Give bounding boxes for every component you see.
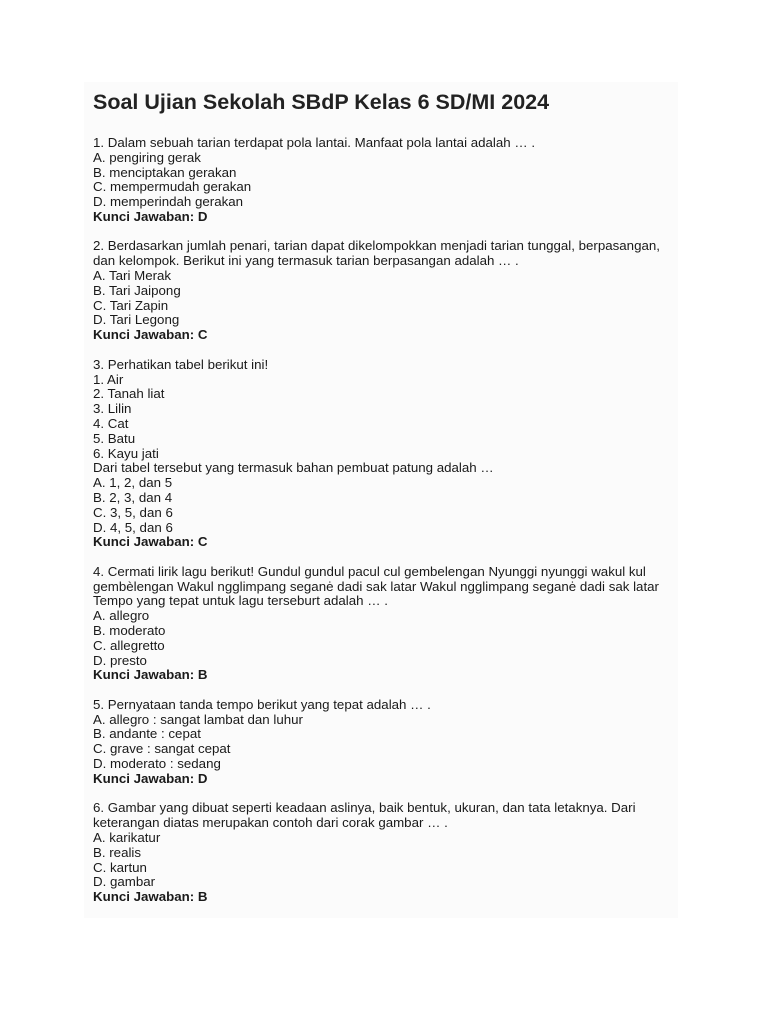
question-4 [93,565,683,683]
question-6-text-line-1: 6. Gambar yang dibuat seperti keadaan aslinya, baik bentuk, ukuran, dan tata letaknya. Dari [93,800,636,816]
question-4-text-line-1: 4. Cermati lirik lagu berikut! Gundul gundul pacul cul gembelengan Nyunggi nyunggi wakul kul [93,563,646,579]
question-5-option-c: C. grave : sangat cepat [93,741,231,757]
question-3-table-item-5: 5. Batu [93,430,136,446]
question-4-text-line-2: gembèlengan Wakul ngglimpang seganė dadi sak latar Wakul ngglimpang seganė dadi sak latar [93,578,659,594]
question-2 [93,239,683,343]
question-5 [93,698,683,787]
question-6-option-a: A. karikatur [93,829,161,845]
question-1-option-d: D. memperindah gerakan [93,194,244,210]
question-1-option-a: A. pengiring gerak [93,149,201,165]
question-4-prompt: Tempo yang tepat untuk lagu terseburt adalah … . [93,593,388,609]
question-4-option-c: C. allegretto [93,637,165,653]
question-2-answer-key: Kunci Jawaban: C [93,327,208,343]
document-content [93,88,683,920]
question-1-text: 1. Dalam sebuah tarian terdapat pola lantai. Manfaat pola lantai adalah … . [93,135,536,150]
question-2-text-line-2: dan kelompok. Berikut ini yang termasuk tarian berpasangan adalah … . [93,253,519,269]
question-5-option-b: B. andante : cepat [93,726,201,742]
question-1 [93,136,683,225]
question-3-table-item-4: 4. Cat [93,415,129,431]
question-6-text-line-2: keterangan diatas merupakan contoh dari corak gambar … . [93,815,448,831]
question-6-option-d: D. gambar [93,874,156,890]
question-6 [93,801,683,905]
question-3-table-item-3: 3. Lilin [93,401,132,417]
question-3-table-item-2: 2. Tanah liat [93,386,165,402]
question-3-option-c: C. 3, 5, dan 6 [93,504,173,520]
question-2-option-b: B. Tari Jaipong [93,282,181,298]
question-3-option-b: B. 2, 3, dan 4 [93,489,173,505]
question-3-prompt: Dari tabel tersebut yang termasuk bahan pembuat patung adalah … [93,460,494,476]
question-3-option-d: D. 4, 5, dan 6 [93,519,173,535]
question-4-option-d: D. presto [93,652,147,668]
question-2-option-d: D. Tari Legong [93,312,180,328]
question-3-option-a: A. 1, 2, dan 5 [93,475,173,491]
question-5-option-a: A. allegro : sangat lambat dan luhur [93,711,303,727]
question-3-table-item-6: 6. Kayu jati [93,445,159,461]
question-1-option-c: C. mempermudah gerakan [93,179,252,195]
question-3-answer-key: Kunci Jawaban: C [93,534,208,550]
question-3-table-item-1: 1. Air [93,371,124,387]
question-6-answer-key: Kunci Jawaban: B [93,889,208,905]
question-1-option-b: B. menciptakan gerakan [93,164,237,180]
document-title: Soal Ujian Sekolah SBdP Kelas 6 SD/MI 2024 [93,90,550,114]
question-5-option-d: D. moderato : sedang [93,756,221,772]
question-6-option-b: B. realis [93,844,142,860]
question-4-answer-key: Kunci Jawaban: B [93,667,208,683]
question-2-option-a: A. Tari Merak [93,268,172,284]
question-5-text: 5. Pernyataan tanda tempo berikut yang tepat adalah … . [93,696,431,712]
question-1-answer-key: Kunci Jawaban: D [93,208,208,224]
question-2-text-line-1: 2. Berdasarkan jumlah penari, tarian dapat dikelompokkan menjadi tarian tunggal, berpasangan, [93,238,660,254]
question-3 [93,358,683,550]
question-2-option-c: C. Tari Zapin [93,297,169,313]
question-5-answer-key: Kunci Jawaban: D [93,770,208,786]
question-4-option-b: B. moderato [93,622,166,638]
question-4-option-a: A. allegro [93,608,150,624]
question-6-option-c: C. kartun [93,859,147,875]
question-3-text: 3. Perhatikan tabel berikut ini! [93,356,269,372]
